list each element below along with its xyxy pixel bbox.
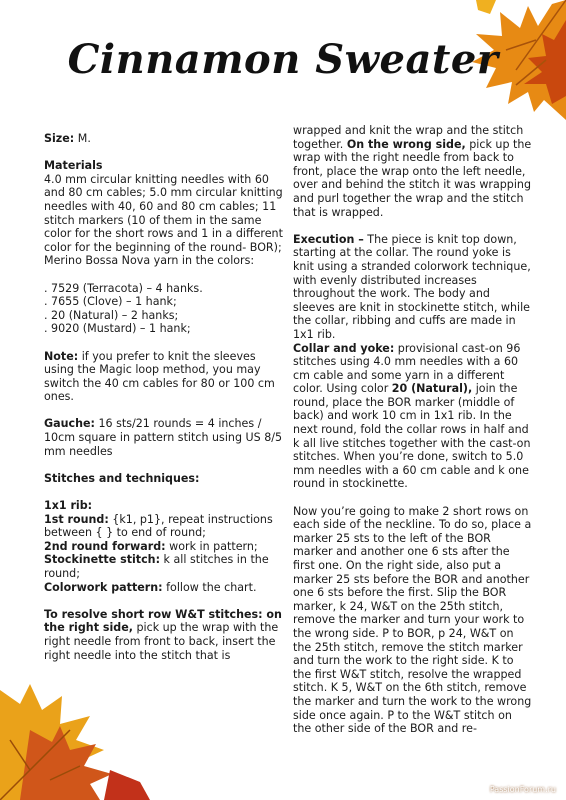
wrong-side-text-1: wrapped and knit the wrap and the stitch together.: [293, 124, 524, 151]
note-text: if you prefer to knit the sleeves using the Magic loop method, you may switch the 40 cm cables for 80 or 100 cm ones.: [44, 349, 275, 404]
stockinette-text: k all stitches in the round;: [44, 553, 269, 580]
size-paragraph: [44, 132, 284, 146]
size-label: Size:: [44, 132, 75, 145]
size-value: M.: [74, 132, 91, 145]
left-column: [44, 132, 284, 676]
yarn-item: . 7529 (Terracota) – 4 hanks.: [44, 281, 203, 295]
collar-color: 20 (Natural),: [391, 382, 473, 396]
execution-paragraph: [293, 233, 533, 342]
resolve-paragraph: [44, 608, 284, 662]
collar-label: Collar and yoke:: [293, 341, 395, 355]
wrong-side-text-2: pick up the wrap with the right needle from back to front, place the wrap onto the left needle, over and behind the stitch it was wrapping and purl together the wrap and the stitch that is wrapped.: [293, 137, 532, 219]
wrong-side-label: On the wrong side,: [346, 137, 466, 151]
materials-heading: Materials: [44, 159, 103, 173]
materials-text: 4.0 mm circular knitting needles with 60 and 80 cm cables; 5.0 mm circular knitting needles with 40, 60 and 80 cm cables; 11 stitch markers (10 of them in the same color for the short rows and 1 in a different color for the beginning of the round- BOR); Merino Bossa Nova yarn in the colors:: [44, 172, 283, 268]
resolve-text: pick up the wrap with the right needle from front to back, insert the right needle into the stitch that is: [44, 621, 279, 662]
collar-text-1: provisional cast-on 96 stitches using 4.0 mm needles with a 60 cm cable and some yarn in a different color. Using color: [293, 341, 521, 396]
execution-text: The piece is knit top down, starting at the collar. The round yoke is knit using a stranded colorwork technique, with evenly distributed increases throughout the work. The body and sleeves are knit in stockinette stitch, while the collar, ribbing and cuffs are made in 1x1 rib.: [293, 232, 531, 341]
round2-label: 2nd round forward:: [44, 539, 166, 553]
execution-label: Execution –: [293, 232, 364, 246]
right-column: [293, 124, 533, 749]
maple-leaf-bottom-left-image: [0, 670, 160, 800]
colorwork-text: follow the chart.: [162, 580, 257, 594]
yarn-item: . 9020 (Mustard) – 1 hank;: [44, 322, 191, 336]
wrong-side-paragraph: [293, 124, 533, 219]
gauge-paragraph: [44, 417, 284, 458]
yarn-item: . 7655 (Clove) – 1 hank;: [44, 295, 177, 309]
stockinette-label: Stockinette stitch:: [44, 553, 161, 567]
yarn-list: [44, 282, 284, 336]
page-title: Cinnamon Sweater: [67, 36, 499, 83]
materials-paragraph: [44, 159, 284, 268]
yarn-item: . 20 (Natural) – 2 hanks;: [44, 308, 179, 322]
rib-heading: 1x1 rib:: [44, 499, 93, 513]
round1-label: 1st round:: [44, 512, 109, 526]
colorwork-label: Colorwork pattern:: [44, 580, 163, 594]
round2-text: work in pattern;: [165, 539, 258, 553]
collar-text-2: join the round, place the BOR marker (middle of back) and work 10 cm in 1x1 rib. In the next round, fold the collar rows in half and k all live stitches together with the cast-on stitches. When you’re done, switch to 5.0 mm needles with a 60 cm cable and k one round in stockinette.: [293, 382, 531, 491]
collar-paragraph: [293, 342, 533, 492]
gauge-label: Gauche:: [44, 417, 95, 431]
round1-text: {k1, p1}, repeat instructions between { } to end of round;: [44, 512, 273, 540]
short-rows-paragraph: Now you’re going to make 2 short rows on each side of the neckline. To do so, place a marker 25 sts to the left of the BOR marker and another one 6 sts after the first one. On the right side, also put a marker 25 sts before the BOR and another one 6 sts before the first. Slip the BOR marker, k 24, W&T on the 25th stitch, remove the marker and turn your work to the wrong side. P to BOR, p 24, W&T on the 25th stitch, remove the stitch marker and turn the work to the right side. K to the first W&T stitch, resolve the wrapped stitch. K 5, W&T on the 6th stitch, remove the marker and turn the work to the wrong side once again. P to the W&T stitch on the other side of the BOR and re-: [293, 504, 532, 736]
note-label: Note:: [44, 349, 79, 363]
stitches-paragraph: [44, 499, 284, 594]
stitches-heading: Stitches and techniques:: [44, 471, 200, 485]
resolve-label: To resolve short row W&T stitches: on the right side,: [44, 607, 282, 635]
watermark-text: PassionForum.ru: [489, 785, 556, 794]
gauge-text: 16 sts/21 rounds = 4 inches / 10cm square in pattern stitch using US 8/5 mm needles: [44, 417, 283, 458]
note-paragraph: [44, 350, 284, 404]
